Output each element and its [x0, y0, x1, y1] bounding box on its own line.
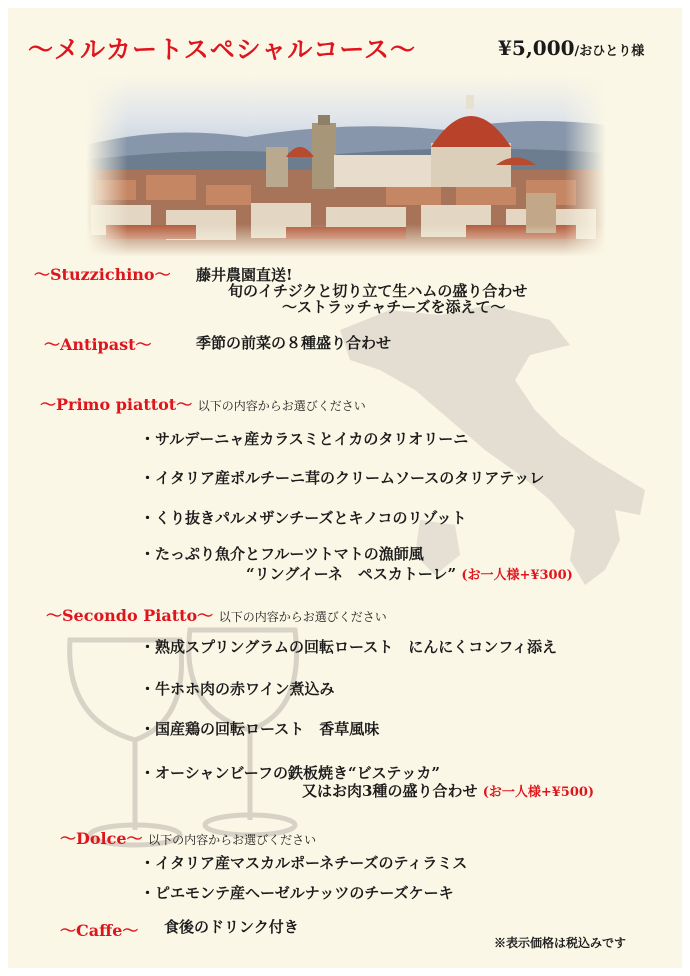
secondo-item-1: ・熟成スプリングラムの回転ロースト にんにくコンフィ添え [140, 638, 558, 656]
primo-surcharge: (お一人様+¥300) [461, 568, 573, 583]
secondo-item-4-line2: 又はお肉3種の盛り合わせ [302, 782, 478, 800]
primo-item-3: ・くり抜きパルメザンチーズとキノコのリゾット [140, 509, 467, 527]
secondo-surcharge: (お一人様+¥500) [482, 785, 595, 800]
dolce-item-2: ・ピエモンテ産ヘーゼルナッツのチーズケーキ [140, 884, 454, 902]
secondo-title: 〜Secondo Piatto〜 [46, 606, 214, 625]
primo-item-1: ・サルデーニャ産カラスミとイカのタリオリーニ [140, 430, 469, 448]
price-block [498, 36, 644, 60]
course-price: ¥5,000 [498, 36, 575, 60]
dolce-note: 以下の内容からお選びください [148, 833, 317, 847]
dolce-title: 〜Dolce〜 [60, 829, 143, 848]
stuzzichino-line-1: 藤井農園直送! [196, 266, 293, 284]
secondo-item-2: ・牛ホホ肉の赤ワイン煮込み [140, 680, 335, 698]
stuzzichino-line-3: 〜ストラッチャチーズを添えて〜 [282, 298, 506, 316]
primo-item-4-line2: “リングイーネ ペスカトーレ” [246, 565, 457, 583]
secondo-item-4: ・オーシャンビーフの鉄板焼き“ビステッカ” [140, 764, 441, 782]
primo-item-4-continued [246, 563, 573, 584]
section-heading-stuzzichino: 〜Stuzzichino〜 [34, 265, 171, 284]
section-heading-antipasti: 〜Antipast〜 [44, 335, 152, 354]
florence-cityscape-photo [86, 75, 606, 257]
primo-note: 以下の内容からお選びください [197, 399, 366, 413]
primo-item-4: ・たっぷり魚介とフルーツトマトの漁師風 [140, 545, 424, 563]
dolce-item-1: ・イタリア産マスカルポーネチーズのティラミス [140, 854, 468, 872]
tax-included-note: ※表示価格は税込みです [494, 936, 627, 950]
primo-item-2: ・イタリア産ポルチーニ茸のクリームソースのタリアテッレ [140, 469, 545, 487]
secondo-item-3: ・国産鶏の回転ロースト 香草風味 [140, 720, 380, 738]
primo-title: 〜Primo piattot〜 [40, 395, 193, 414]
secondo-item-4-continued [302, 780, 594, 801]
secondo-note: 以下の内容からお選びください [218, 610, 387, 624]
stuzzichino-line-2: 旬のイチジクと切り立て生ハムの盛り合わせ [228, 282, 528, 300]
antipasti-description: 季節の前菜の８種盛り合わせ [196, 334, 392, 352]
section-heading-secondo [46, 603, 387, 626]
price-unit: /おひとり様 [574, 44, 645, 59]
course-title: 〜メルカートスペシャルコース〜 [28, 35, 417, 64]
section-heading-dolce [60, 826, 316, 849]
section-heading-caffe: 〜Caffe〜 [60, 921, 139, 940]
section-heading-primo [40, 392, 366, 415]
caffe-description: 食後のドリンク付き [164, 918, 299, 936]
